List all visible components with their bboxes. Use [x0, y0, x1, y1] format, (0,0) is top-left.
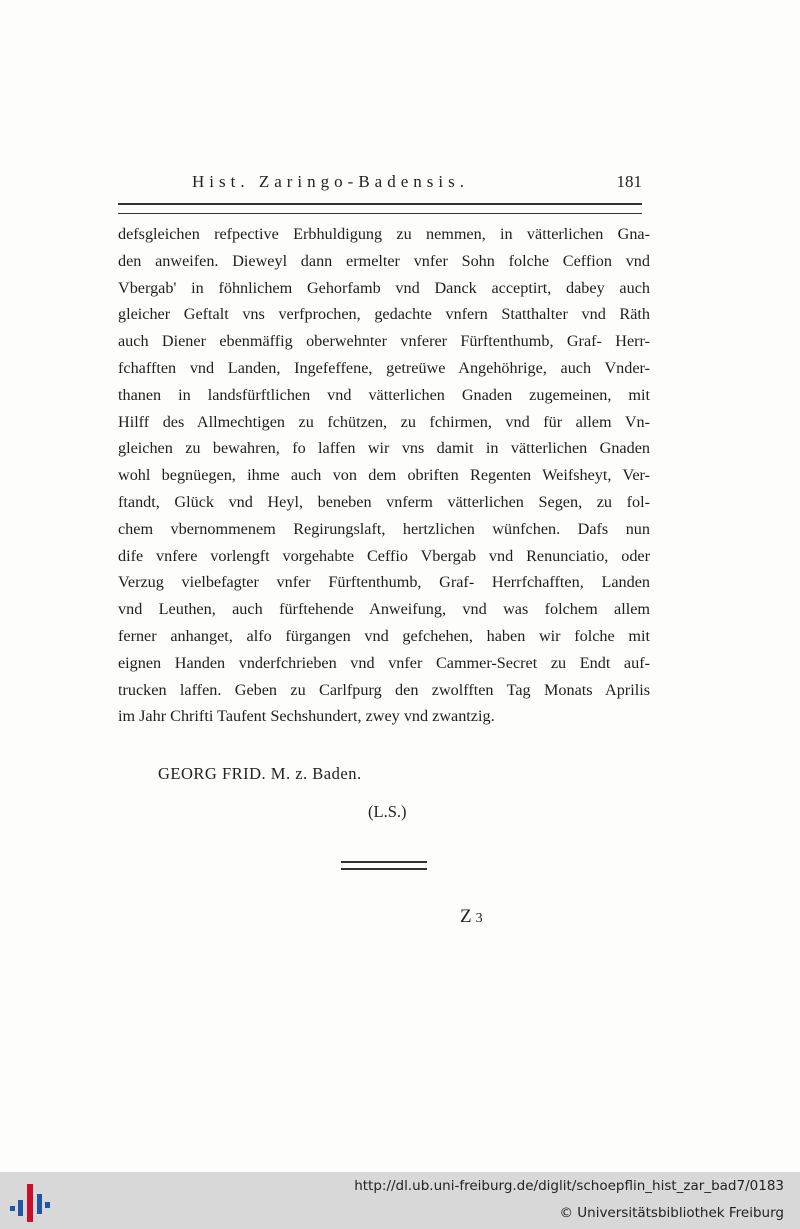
- text-line: Vbergab' in föhnlichem Gehorfamb vnd Danck acceptirt, dabey auch: [118, 278, 650, 297]
- signature: GEORG FRID. M. z. Baden.: [158, 764, 362, 783]
- text-line: dife vnfere vorlengft vorgehabte Ceffio Vbergab vnd Renunciatio, oder: [118, 546, 650, 565]
- running-header: [118, 170, 648, 196]
- text-line: fchafften vnd Landen, Ingefeffene, getreüwe Angehöhrige, auch Vnder-: [118, 358, 650, 377]
- copyright-notice: © Universitätsbibliothek Freiburg: [559, 1205, 784, 1221]
- text-line: ftandt, Glück vnd Heyl, beneben vnferm vätterlichen Segen, zu fol-: [118, 492, 650, 511]
- header-rule: [118, 203, 642, 214]
- signature-mark-number: 3: [475, 911, 483, 926]
- permalink-url[interactable]: http://dl.ub.uni-freiburg.de/diglit/schoepflin_hist_zar_bad7/0183: [354, 1178, 784, 1194]
- text-line: den anweifen. Dieweyl dann ermelter vnfer Sohn folche Ceffion vnd: [118, 251, 650, 270]
- running-title: Hist. Zaringo-Badensis.: [192, 172, 469, 191]
- text-line: ferner anhanget, alfo fürgangen vnd gefchehen, haben wir folche mit: [118, 626, 650, 645]
- viewer-footer: [0, 1172, 800, 1229]
- text-line: im Jahr Chrifti Taufent Sechshundert, zwey vnd zwantzig.: [118, 707, 495, 726]
- text-line: Verzug vielbefagter vnfer Fürftenthumb, Graf- Herrfchafften, Landen: [118, 573, 650, 592]
- seal-mark: (L.S.): [368, 802, 407, 821]
- text-line: Hilff des Allmechtigen zu fchützen, zu fchirmen, vnd für allem Vn-: [118, 412, 650, 431]
- text-line: trucken laffen. Geben zu Carlfpurg den zwolfften Tag Monats Aprilis: [118, 680, 650, 699]
- body-text: [118, 221, 650, 730]
- page-number: 181: [616, 172, 642, 191]
- text-line: gleichen zu bewahren, fo laffen wir vns damit in vätterlichen Gnaden: [118, 439, 650, 458]
- text-line: vnd Leuthen, auch fürftehende Anweifung, vnd was folchem allem: [118, 600, 650, 619]
- text-line: eignen Handen vnderfchrieben vnd vnfer Cammer-Secret zu Endt auf-: [118, 653, 650, 672]
- text-line: auch Diener ebenmäffig oberwehnter vnferer Fürftenthumb, Graf- Herr-: [118, 332, 650, 351]
- printer-signature-mark: [460, 906, 483, 928]
- text-line: chem vbernommenem Regirungslaft, hertzlichen wünfchen. Dafs nun: [118, 519, 650, 538]
- text-line: thanen in landsfürftlichen vnd vätterlichen Gnaden zugemeinen, mit: [118, 385, 650, 404]
- signature-mark-letter: Z: [460, 906, 472, 927]
- text-line: gleicher Geftalt vns verfprochen, gedachte vnfern Statthalter vnd Räth: [118, 305, 650, 324]
- library-logo-icon[interactable]: [10, 1180, 54, 1222]
- text-line: defsgleichen refpective Erbhuldigung zu nemmen, in vätterlichen Gna-: [118, 225, 650, 243]
- text-line: wohl begnüegen, ihme auch von dem obriften Regenten Weifsheyt, Ver-: [118, 466, 650, 485]
- end-rule: [341, 861, 427, 870]
